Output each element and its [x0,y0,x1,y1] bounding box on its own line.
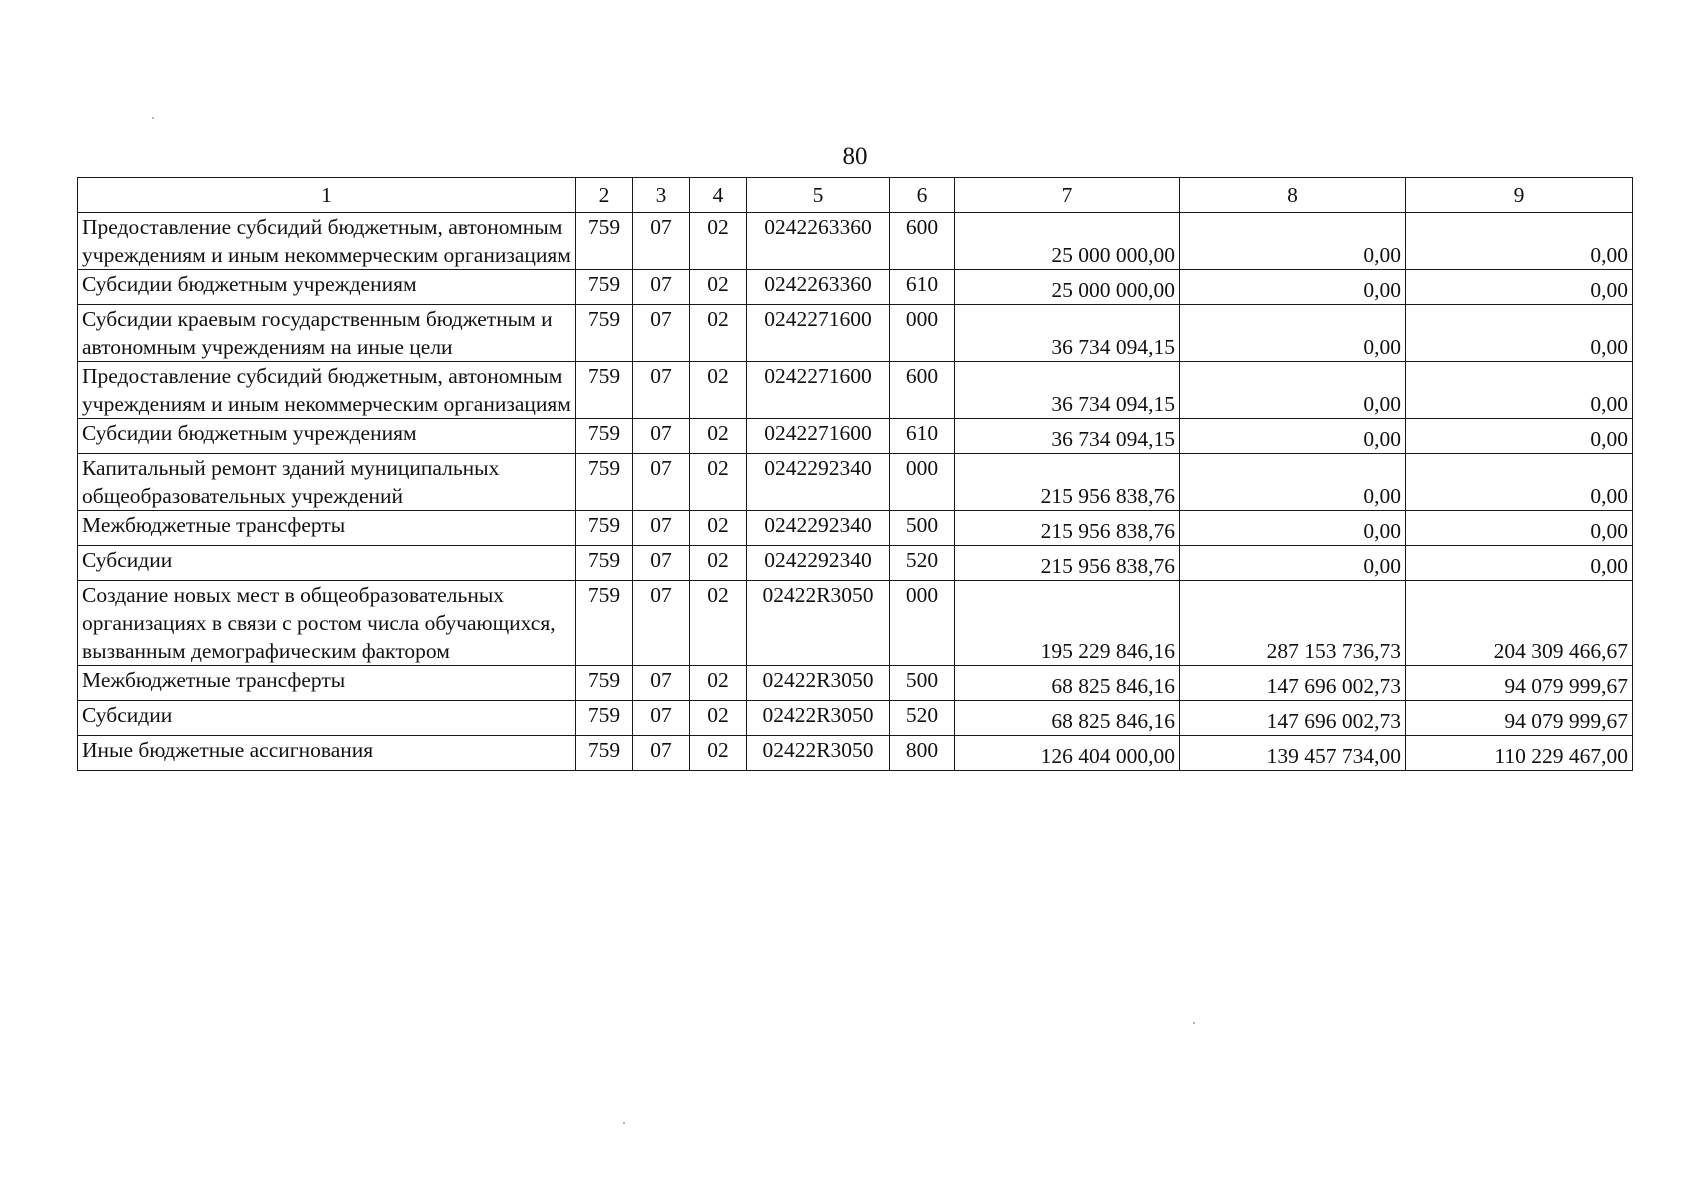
row-subsection: 02 [690,546,747,581]
row-section: 07 [633,546,690,581]
table-body [78,213,1633,771]
table-row [78,701,1633,736]
row-amount-year-1: 36 734 094,15 [955,362,1180,419]
page-number: 80 [842,143,868,170]
row-amount-year-1: 126 404 000,00 [955,736,1180,771]
column-header: 2 [576,178,633,213]
row-name: Иные бюджетные ассигнования [78,736,576,771]
row-name: Субсидии [78,701,576,736]
row-target-article: 0242292340 [747,454,890,511]
row-admin-code: 759 [576,546,633,581]
column-header: 9 [1406,178,1633,213]
table-row [78,666,1633,701]
row-amount-year-3: 0,00 [1406,213,1633,270]
table-row [78,305,1633,362]
row-subsection: 02 [690,305,747,362]
table-row [78,581,1633,666]
row-section: 07 [633,581,690,666]
row-target-article: 02422R3050 [747,736,890,771]
row-amount-year-1: 68 825 846,16 [955,701,1180,736]
row-subsection: 02 [690,736,747,771]
row-expense-type: 520 [890,546,955,581]
row-admin-code: 759 [576,305,633,362]
row-amount-year-2: 147 696 002,73 [1180,701,1406,736]
row-target-article: 0242263360 [747,213,890,270]
table-row [78,419,1633,454]
row-amount-year-1: 215 956 838,76 [955,454,1180,511]
row-amount-year-1: 36 734 094,15 [955,419,1180,454]
table-row [78,511,1633,546]
row-target-article: 0242292340 [747,546,890,581]
row-amount-year-2: 139 457 734,00 [1180,736,1406,771]
row-name: Межбюджетные трансферты [78,666,576,701]
table-header-row [78,178,1633,213]
row-subsection: 02 [690,270,747,305]
row-amount-year-3: 0,00 [1406,546,1633,581]
row-section: 07 [633,419,690,454]
row-subsection: 02 [690,701,747,736]
row-amount-year-2: 0,00 [1180,305,1406,362]
row-amount-year-2: 0,00 [1180,454,1406,511]
row-subsection: 02 [690,213,747,270]
row-subsection: 02 [690,419,747,454]
row-section: 07 [633,736,690,771]
table-row [78,546,1633,581]
row-amount-year-2: 287 153 736,73 [1180,581,1406,666]
row-section: 07 [633,666,690,701]
column-header: 4 [690,178,747,213]
row-expense-type: 000 [890,305,955,362]
row-amount-year-2: 147 696 002,73 [1180,666,1406,701]
row-section: 07 [633,305,690,362]
row-amount-year-3: 0,00 [1406,511,1633,546]
scan-speck [1193,1022,1195,1024]
row-amount-year-1: 25 000 000,00 [955,213,1180,270]
row-target-article: 0242271600 [747,362,890,419]
table-row [78,454,1633,511]
row-name: Субсидии краевым государственным бюджетным и автономным учреждениям на иные цели [78,305,576,362]
row-amount-year-1: 68 825 846,16 [955,666,1180,701]
row-expense-type: 000 [890,581,955,666]
row-subsection: 02 [690,581,747,666]
row-expense-type: 600 [890,362,955,419]
row-admin-code: 759 [576,213,633,270]
row-admin-code: 759 [576,454,633,511]
row-name: Субсидии бюджетным учреждениям [78,419,576,454]
row-target-article: 0242292340 [747,511,890,546]
row-section: 07 [633,454,690,511]
column-header: 3 [633,178,690,213]
row-expense-type: 600 [890,213,955,270]
row-target-article: 02422R3050 [747,666,890,701]
row-admin-code: 759 [576,419,633,454]
row-subsection: 02 [690,666,747,701]
row-section: 07 [633,701,690,736]
row-amount-year-2: 0,00 [1180,362,1406,419]
row-expense-type: 500 [890,511,955,546]
row-section: 07 [633,213,690,270]
row-section: 07 [633,362,690,419]
row-expense-type: 610 [890,419,955,454]
row-expense-type: 800 [890,736,955,771]
row-amount-year-3: 110 229 467,00 [1406,736,1633,771]
row-admin-code: 759 [576,701,633,736]
table-row [78,362,1633,419]
row-amount-year-3: 94 079 999,67 [1406,701,1633,736]
row-expense-type: 520 [890,701,955,736]
row-amount-year-2: 0,00 [1180,270,1406,305]
row-admin-code: 759 [576,270,633,305]
column-header: 8 [1180,178,1406,213]
row-expense-type: 500 [890,666,955,701]
row-target-article: 0242271600 [747,419,890,454]
column-header: 6 [890,178,955,213]
row-name: Субсидии [78,546,576,581]
row-amount-year-1: 215 956 838,76 [955,546,1180,581]
row-name: Капитальный ремонт зданий муниципальных общеобразовательных учреждений [78,454,576,511]
row-amount-year-3: 0,00 [1406,419,1633,454]
row-name: Предоставление субсидий бюджетным, автономным учреждениям и иным некоммерческим организациям [78,213,576,270]
column-header: 7 [955,178,1180,213]
row-amount-year-2: 0,00 [1180,213,1406,270]
row-target-article: 02422R3050 [747,701,890,736]
row-admin-code: 759 [576,362,633,419]
row-target-article: 02422R3050 [747,581,890,666]
row-admin-code: 759 [576,666,633,701]
row-amount-year-1: 195 229 846,16 [955,581,1180,666]
row-amount-year-3: 0,00 [1406,305,1633,362]
row-subsection: 02 [690,511,747,546]
row-amount-year-3: 0,00 [1406,454,1633,511]
table-row [78,270,1633,305]
row-admin-code: 759 [576,736,633,771]
row-section: 07 [633,270,690,305]
row-name: Межбюджетные трансферты [78,511,576,546]
table-row [78,736,1633,771]
row-admin-code: 759 [576,511,633,546]
row-expense-type: 000 [890,454,955,511]
table-row [78,213,1633,270]
row-subsection: 02 [690,454,747,511]
row-amount-year-1: 25 000 000,00 [955,270,1180,305]
row-amount-year-1: 215 956 838,76 [955,511,1180,546]
column-header: 5 [747,178,890,213]
column-header: 1 [78,178,576,213]
row-amount-year-2: 0,00 [1180,546,1406,581]
row-target-article: 0242271600 [747,305,890,362]
row-amount-year-3: 94 079 999,67 [1406,666,1633,701]
row-subsection: 02 [690,362,747,419]
row-section: 07 [633,511,690,546]
row-amount-year-3: 0,00 [1406,270,1633,305]
row-name: Субсидии бюджетным учреждениям [78,270,576,305]
row-amount-year-3: 0,00 [1406,362,1633,419]
row-name: Предоставление субсидий бюджетным, автономным учреждениям и иным некоммерческим организациям [78,362,576,419]
row-expense-type: 610 [890,270,955,305]
row-amount-year-1: 36 734 094,15 [955,305,1180,362]
scan-speck [623,1122,625,1124]
row-amount-year-3: 204 309 466,67 [1406,581,1633,666]
row-amount-year-2: 0,00 [1180,419,1406,454]
row-admin-code: 759 [576,581,633,666]
budget-table [77,177,1633,771]
row-target-article: 0242263360 [747,270,890,305]
scan-speck [152,117,154,119]
row-name: Создание новых мест в общеобразовательных организациях в связи с ростом числа обучающихся, вызванным демографическим фактором [78,581,576,666]
row-amount-year-2: 0,00 [1180,511,1406,546]
